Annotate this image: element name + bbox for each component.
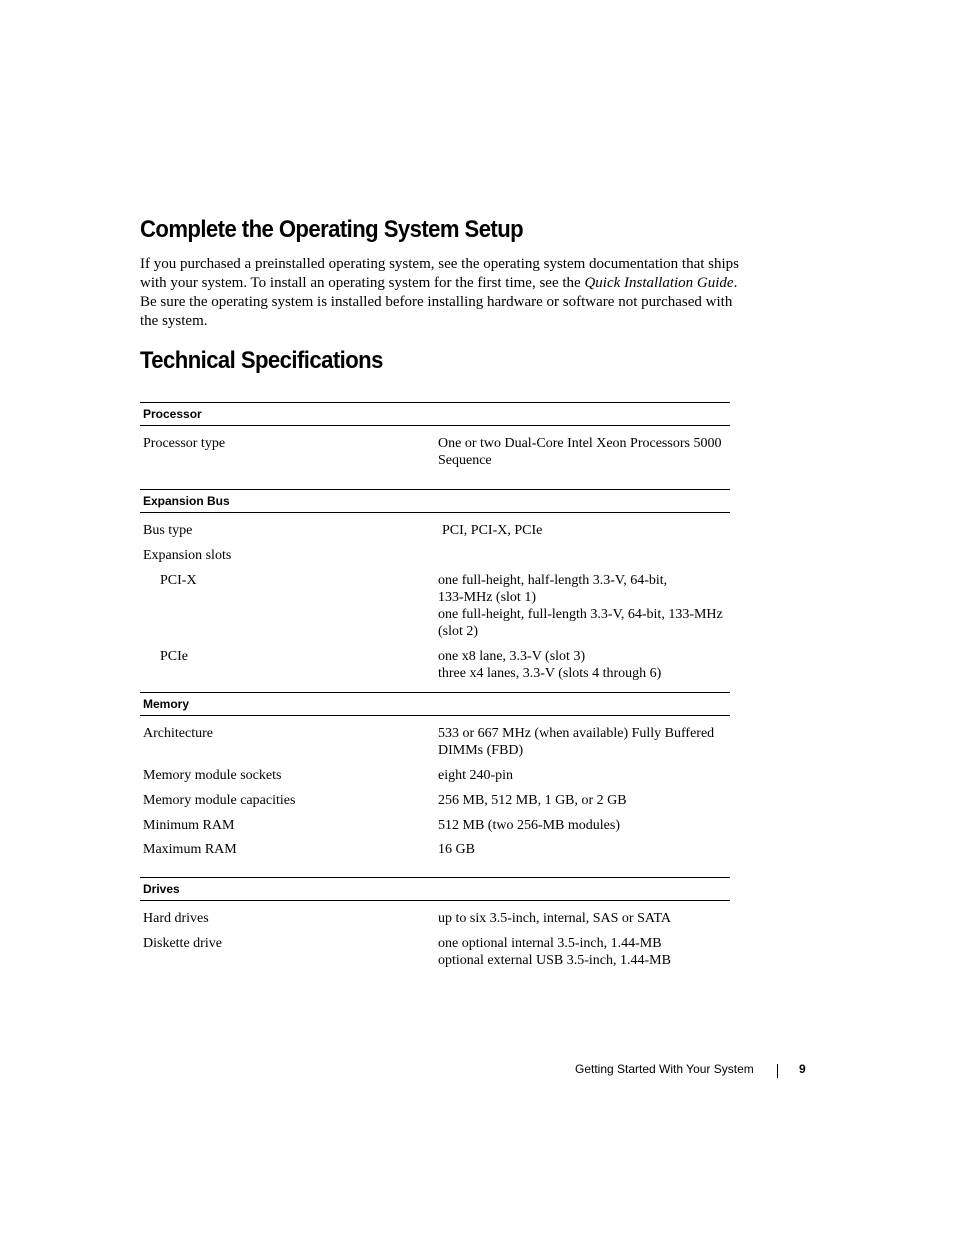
table-row [140,547,730,572]
paragraph-line: If you purchased a preinstalled operating system, see the operating system documentation that ships [140,256,740,272]
table-row [140,935,730,975]
spec-value-line: up to six 3.5-inch, internal, SAS or SATA [438,911,671,926]
spec-value [438,725,730,759]
paragraph-text: . [733,275,738,291]
table-section-header: Memory [140,692,730,716]
spec-value [438,841,730,858]
spec-value [438,792,730,809]
os-setup-paragraph [140,255,800,331]
guide-reference: Quick Installation Guide [584,275,734,291]
spec-value [438,572,730,640]
table-row [140,648,730,692]
spec-label: PCIe [160,649,188,664]
page-number: 9 [799,1062,806,1076]
spec-value-line: Sequence [438,453,492,468]
spec-value-line: One or two Dual-Core Intel Xeon Processors 5000 [438,436,722,451]
table-section-header: Expansion Bus [140,489,730,513]
table-row [140,910,730,935]
table-row [140,522,730,547]
spec-value-line: 256 MB, 512 MB, 1 GB, or 2 GB [438,793,627,808]
paragraph-line: the system. [140,313,208,329]
footer-title: Getting Started With Your System [575,1062,754,1076]
table-row [140,435,730,489]
table-row [140,817,730,841]
spec-value-line: optional external USB 3.5-inch, 1.44-MB [438,953,671,968]
spec-label: Memory module sockets [143,768,282,783]
spec-label: Bus type [143,523,193,538]
spec-value [438,817,730,834]
spec-value-line: PCI, PCI-X, PCIe [442,523,543,538]
paragraph-text: with your system. To install an operating system for the first time, see the [140,275,585,291]
spec-value-line: 512 MB (two 256-MB modules) [438,818,620,833]
spec-value-line: one full-height, full-length 3.3-V, 64-bit, 133-MHz [438,607,723,622]
spec-value-line: one full-height, half-length 3.3-V, 64-bit, [438,573,668,588]
paragraph-line: Be sure the operating system is installed before installing hardware or software not purchased with [140,294,733,310]
spec-value-line: one optional internal 3.5-inch, 1.44-MB [438,936,662,951]
footer-divider [777,1064,778,1078]
section-heading-os-setup: Complete the Operating System Setup [140,216,524,243]
spec-value-line: DIMMs (FBD) [438,743,524,758]
table-section-header: Drives [140,877,730,901]
spec-value [438,767,730,784]
spec-value [438,435,730,469]
spec-label: Hard drives [143,911,209,926]
spec-value [438,935,730,969]
spec-label: Diskette drive [143,936,222,951]
spec-value-line: 533 or 667 MHz (when available) Fully Buffered [438,726,715,741]
spec-value-line: eight 240-pin [438,768,514,783]
spec-label: Architecture [143,726,213,741]
spec-value [438,910,730,927]
table-row [140,725,730,767]
spec-value-line: (slot 2) [438,624,479,639]
table-row [140,767,730,792]
spec-label: Maximum RAM [143,842,237,857]
table-row [140,572,730,648]
table-row [140,792,730,817]
spec-value [438,648,730,682]
specifications-table [140,402,730,975]
spec-label: Minimum RAM [143,818,235,833]
spec-label: Memory module capacities [143,793,296,808]
spec-value [442,522,734,539]
spec-label: Expansion slots [143,548,232,563]
spec-label: Processor type [143,436,226,451]
paragraph-line [140,274,800,293]
spec-value-line: 133-MHz (slot 1) [438,590,536,605]
table-section-header: Processor [140,402,730,426]
section-heading-tech-specs: Technical Specifications [140,347,383,374]
spec-value-line: three x4 lanes, 3.3-V (slots 4 through 6) [438,666,662,681]
spec-value-line: one x8 lane, 3.3-V (slot 3) [438,649,586,664]
table-row [140,841,730,877]
spec-value-line: 16 GB [438,842,475,857]
spec-label: PCI-X [160,573,197,588]
